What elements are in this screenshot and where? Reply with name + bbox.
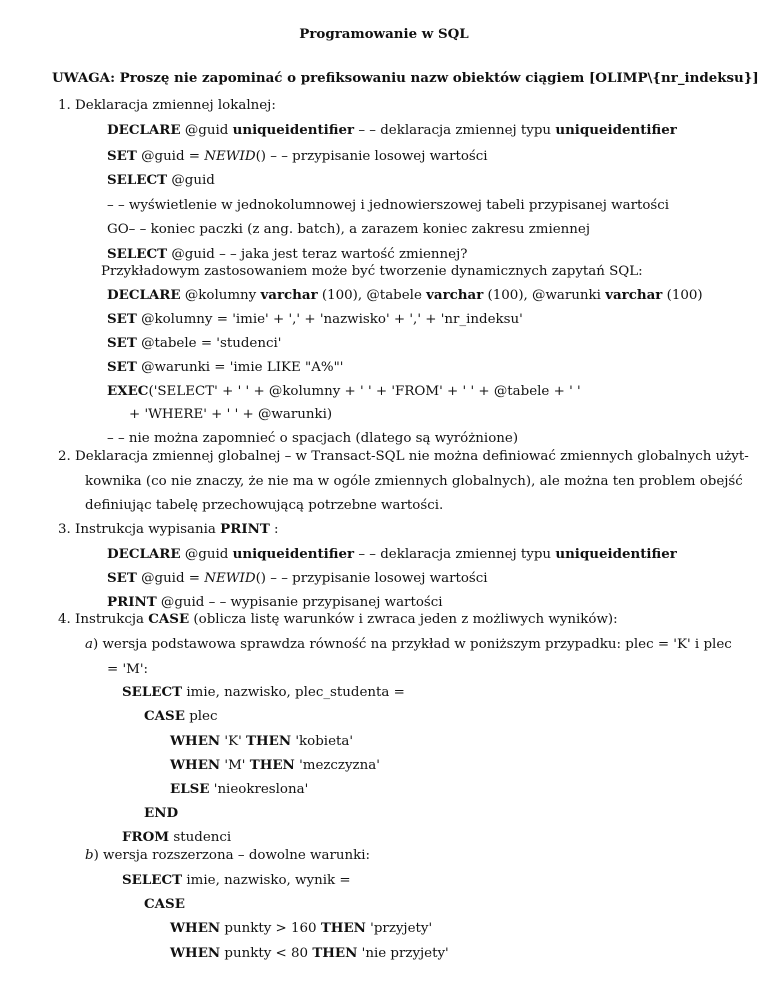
text-run: @kolumny — [180, 288, 261, 303]
text-run: 'nie przyjety' — [357, 946, 449, 961]
code-line — [170, 920, 432, 937]
keyword: THEN — [249, 757, 295, 773]
text-run: @warunki = 'imie LIKE "A%"' — [136, 360, 344, 375]
text-run: 'przyjety' — [365, 921, 433, 936]
keyword: uniqueidentifier — [555, 122, 677, 138]
subsection-a-text: = 'M': — [107, 662, 149, 677]
code-line — [107, 287, 703, 304]
keyword: varchar — [605, 287, 663, 303]
code-line — [170, 757, 380, 774]
keyword: DECLARE — [107, 287, 181, 303]
text-run: 3. Instrukcja wypisania — [58, 522, 221, 537]
code-line — [107, 546, 677, 563]
text-run: 'M' — [220, 758, 250, 773]
keyword: PRINT — [220, 521, 270, 537]
text-run: 'kobieta' — [291, 734, 354, 749]
code-line — [107, 311, 523, 328]
code-line — [144, 896, 185, 913]
keyword: EXEC — [107, 383, 149, 399]
text-run: @kolumny = 'imie' + ',' + 'nazwisko' + ',' + 'nr_indeksu' — [136, 312, 523, 327]
text-run: @guid — [180, 547, 233, 562]
code-line — [107, 148, 488, 165]
keyword: DECLARE — [107, 122, 181, 138]
keyword: END — [144, 805, 179, 821]
section-4-heading — [58, 611, 618, 628]
italic-text: a — [85, 637, 93, 652]
keyword: SET — [107, 335, 137, 351]
code-line — [122, 684, 405, 701]
page-title: Programowanie w SQL — [299, 26, 469, 42]
code-line — [107, 172, 215, 189]
code-line — [107, 383, 581, 400]
text-run: 4. Instrukcja — [58, 612, 149, 627]
text-run: @guid – – jaka jest teraz wartość zmiennej? — [167, 247, 468, 262]
code-line — [144, 805, 178, 822]
code-line — [107, 246, 467, 263]
keyword: FROM — [122, 829, 170, 845]
text-run: @guid — [180, 123, 233, 138]
keyword: SET — [107, 148, 137, 164]
keyword: SET — [107, 570, 137, 586]
keyword: CASE — [148, 611, 190, 627]
text-run: @guid = — [136, 149, 205, 164]
code-line — [107, 570, 488, 587]
text-run: plec — [184, 709, 218, 724]
text-run: @guid = — [136, 571, 205, 586]
keyword: WHEN — [170, 945, 221, 961]
subsection-a-text — [85, 637, 732, 653]
text-run: @guid — [167, 173, 215, 188]
section-2-text: 2. Deklaracja zmiennej globalnej – w Transact-SQL nie można definiować zmiennych globalnych użyt- — [58, 449, 749, 464]
keyword: uniqueidentifier — [232, 122, 355, 138]
text-run: (100), @tabele — [317, 288, 427, 303]
code-line: + 'WHERE' + ' ' + @warunki) — [129, 407, 333, 422]
text-run: : — [269, 522, 279, 537]
text-run: – – deklaracja zmiennej typu — [354, 547, 556, 562]
code-line — [107, 122, 677, 139]
text-run: @guid – – wypisanie przypisanej wartości — [156, 595, 443, 610]
code-line — [170, 781, 308, 798]
keyword: SET — [107, 311, 137, 327]
keyword: uniqueidentifier — [555, 546, 677, 562]
code-line — [170, 945, 449, 962]
code-line — [122, 872, 351, 889]
italic-text: b — [85, 848, 94, 863]
text-run: punkty < 80 — [220, 946, 313, 961]
text-run: imie, nazwisko, plec_studenta = — [182, 685, 405, 700]
text-run: 'K' — [220, 734, 247, 749]
keyword: varchar — [426, 287, 484, 303]
section-1-heading: 1. Deklaracja zmiennej lokalnej: — [58, 98, 276, 113]
subsection-b-text — [85, 848, 370, 864]
code-line — [107, 335, 281, 352]
text-run: ) wersja podstawowa sprawdza równość na przykład w poniższym przypadku: plec = 'K' i plec — [92, 637, 732, 652]
italic-text: NEWID — [204, 149, 256, 164]
text-run: imie, nazwisko, wynik = — [182, 873, 351, 888]
section-2-text: kownika (co nie znaczy, że nie ma w ogóle zmiennych globalnych), ale można ten problem obejść — [85, 474, 743, 489]
code-comment: – – nie można zapomnieć o spacjach (dlatego są wyróżnione) — [107, 431, 519, 446]
keyword: DECLARE — [107, 546, 181, 562]
keyword: THEN — [246, 733, 292, 749]
warning-note: UWAGA: Proszę nie zapominać o prefiksowaniu nazw obiektów ciągiem [OLIMP\{nr_indeksu}] — [52, 70, 759, 86]
keyword: CASE — [144, 708, 185, 724]
section-3-heading — [58, 521, 279, 538]
keyword: SELECT — [107, 246, 168, 262]
keyword: WHEN — [170, 757, 221, 773]
paragraph-line: Przykładowym zastosowaniem może być tworzenie dynamicznych zapytań SQL: — [101, 264, 643, 279]
keyword: THEN — [312, 945, 358, 961]
text-run: @tabele = 'studenci' — [136, 336, 282, 351]
keyword: SET — [107, 359, 137, 375]
keyword: SELECT — [122, 684, 183, 700]
text-run: ) wersja rozszerzona – dowolne warunki: — [93, 848, 371, 863]
text-run: (100) — [662, 288, 703, 303]
text-run: 'mezczyzna' — [294, 758, 380, 773]
keyword: THEN — [320, 920, 366, 936]
text-run: (oblicza listę warunków i zwraca jeden z możliwych wyników): — [189, 612, 618, 627]
text-run: (100), @warunki — [483, 288, 606, 303]
keyword: CASE — [144, 896, 185, 912]
keyword: SELECT — [107, 172, 168, 188]
code-line — [144, 708, 217, 725]
keyword: varchar — [260, 287, 318, 303]
keyword: uniqueidentifier — [232, 546, 355, 562]
code-line — [170, 733, 353, 750]
keyword: WHEN — [170, 920, 221, 936]
keyword: SELECT — [122, 872, 183, 888]
code-line — [107, 359, 343, 376]
text-run: – – deklaracja zmiennej typu — [354, 123, 556, 138]
text-run: studenci — [169, 830, 232, 845]
keyword: PRINT — [107, 594, 157, 610]
text-run: 'nieokreslona' — [209, 782, 309, 797]
section-2-text: definiując tabelę przechowującą potrzebne wartości. — [85, 498, 444, 513]
text-run: () – – przypisanie losowej wartości — [255, 571, 488, 586]
text-run: () – – przypisanie losowej wartości — [255, 149, 488, 164]
code-line: GO– – koniec paczki (z ang. batch), a zarazem koniec zakresu zmiennej — [107, 222, 591, 237]
code-comment: – – wyświetlenie w jednokolumnowej i jednowierszowej tabeli przypisanej wartości — [107, 198, 670, 213]
code-line — [122, 829, 231, 846]
italic-text: NEWID — [204, 571, 256, 586]
keyword: ELSE — [170, 781, 210, 797]
keyword: WHEN — [170, 733, 221, 749]
text-run: punkty > 160 — [220, 921, 321, 936]
text-run: ('SELECT' + ' ' + @kolumny + ' ' + 'FROM' + ' ' + @tabele + ' ' — [148, 384, 581, 399]
code-line — [107, 594, 443, 611]
